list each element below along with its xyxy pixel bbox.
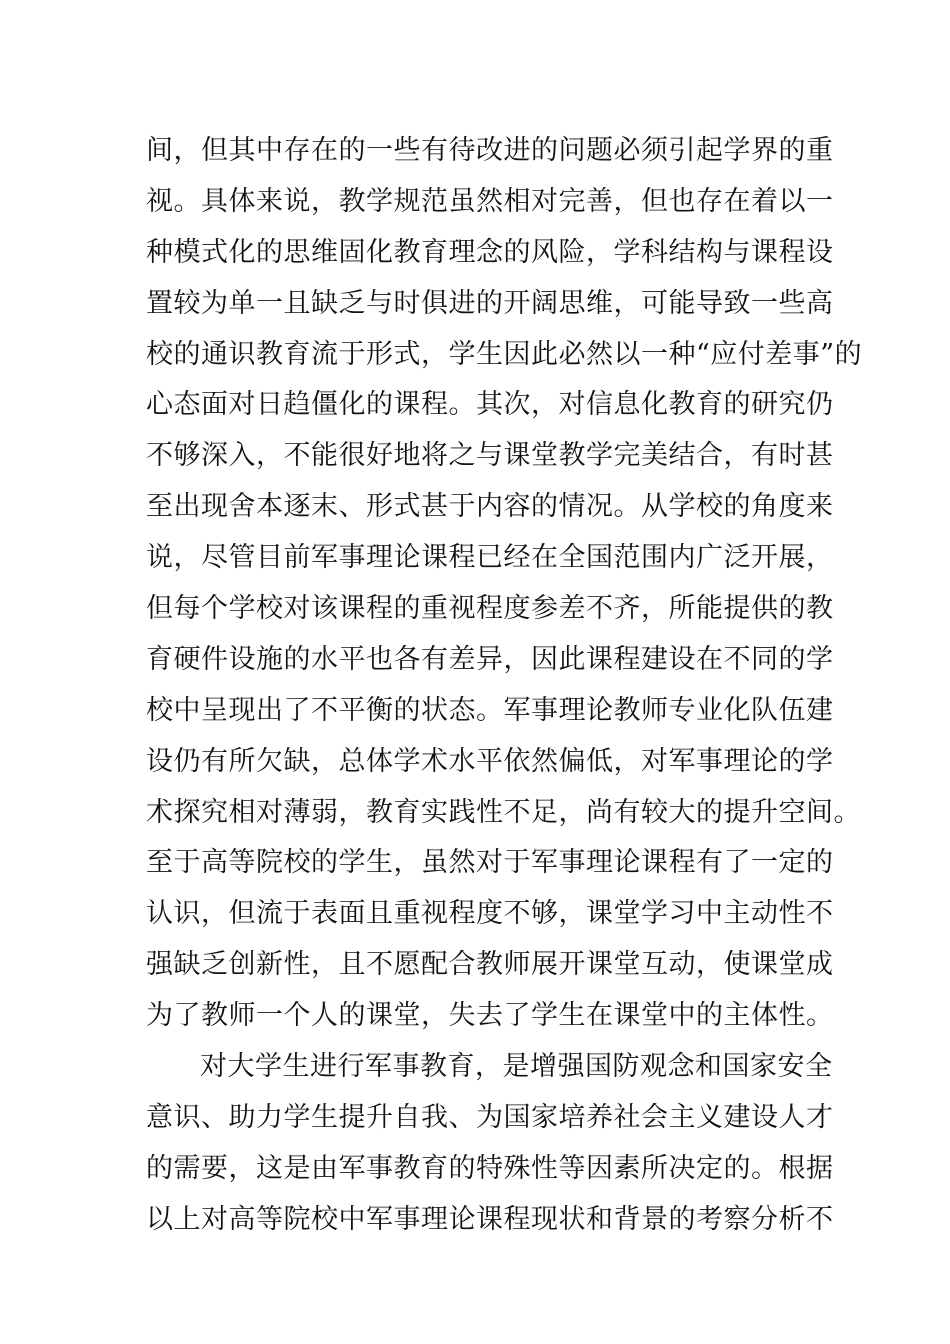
paragraph (146, 126, 863, 1042)
text-line: 至出现舍本逐末、形式甚于内容的情况。从学校的角度来 (146, 491, 834, 523)
text-line: 心态面对日趋僵化的课程。其次，对信息化教育的研究仍 (146, 389, 834, 421)
text-line: 以上对高等院校中军事理论课程现状和背景的考察分析不 (146, 1203, 834, 1235)
paragraph (146, 1042, 834, 1246)
text-line: 校中呈现出了不平衡的状态。军事理论教师专业化队伍建 (146, 694, 834, 726)
text-line: 对大学生进行军事教育，是增强国防观念和国家安全 (200, 1051, 833, 1083)
text-line: 至于高等院校的学生，虽然对于军事理论课程有了一定的 (146, 847, 834, 879)
text-line: 为了教师一个人的课堂，失去了学生在课堂中的主体性。 (146, 1000, 834, 1032)
text-line: 术探究相对薄弱，教育实践性不足，尚有较大的提升空间。 (146, 796, 861, 828)
body-text (146, 126, 863, 1246)
text-line: 置较为单一且缺乏与时俱进的开阔思维，可能导致一些高 (146, 287, 834, 319)
text-line: 强缺乏创新性，且不愿配合教师展开课堂互动，使课堂成 (146, 949, 834, 981)
text-line: 育硬件设施的水平也各有差异，因此课程建设在不同的学 (146, 643, 834, 675)
text-line: 不够深入，不能很好地将之与课堂教学完美结合，有时甚 (146, 440, 834, 472)
text-line: 校的通识教育流于形式，学生因此必然以一种“应付差事”的 (146, 338, 863, 370)
text-line: 种模式化的思维固化教育理念的风险，学科结构与课程设 (146, 236, 834, 268)
text-line: 间，但其中存在的一些有待改进的问题必须引起学界的重 (146, 135, 834, 166)
text-line: 视。具体来说，教学规范虽然相对完善，但也存在着以一 (146, 185, 834, 217)
text-line: 认识，但流于表面且重视程度不够，课堂学习中主动性不 (146, 898, 834, 930)
text-line: 但每个学校对该课程的重视程度参差不齐，所能提供的教 (146, 593, 834, 625)
text-line: 的需要，这是由军事教育的特殊性等因素所决定的。根据 (146, 1152, 834, 1184)
text-line: 意识、助力学生提升自我、为国家培养社会主义建设人才 (146, 1101, 834, 1133)
text-line: 说，尽管目前军事理论课程已经在全国范围内广泛开展， (146, 542, 834, 574)
text-line: 设仍有所欠缺，总体学术水平依然偏低，对军事理论的学 (146, 745, 834, 777)
